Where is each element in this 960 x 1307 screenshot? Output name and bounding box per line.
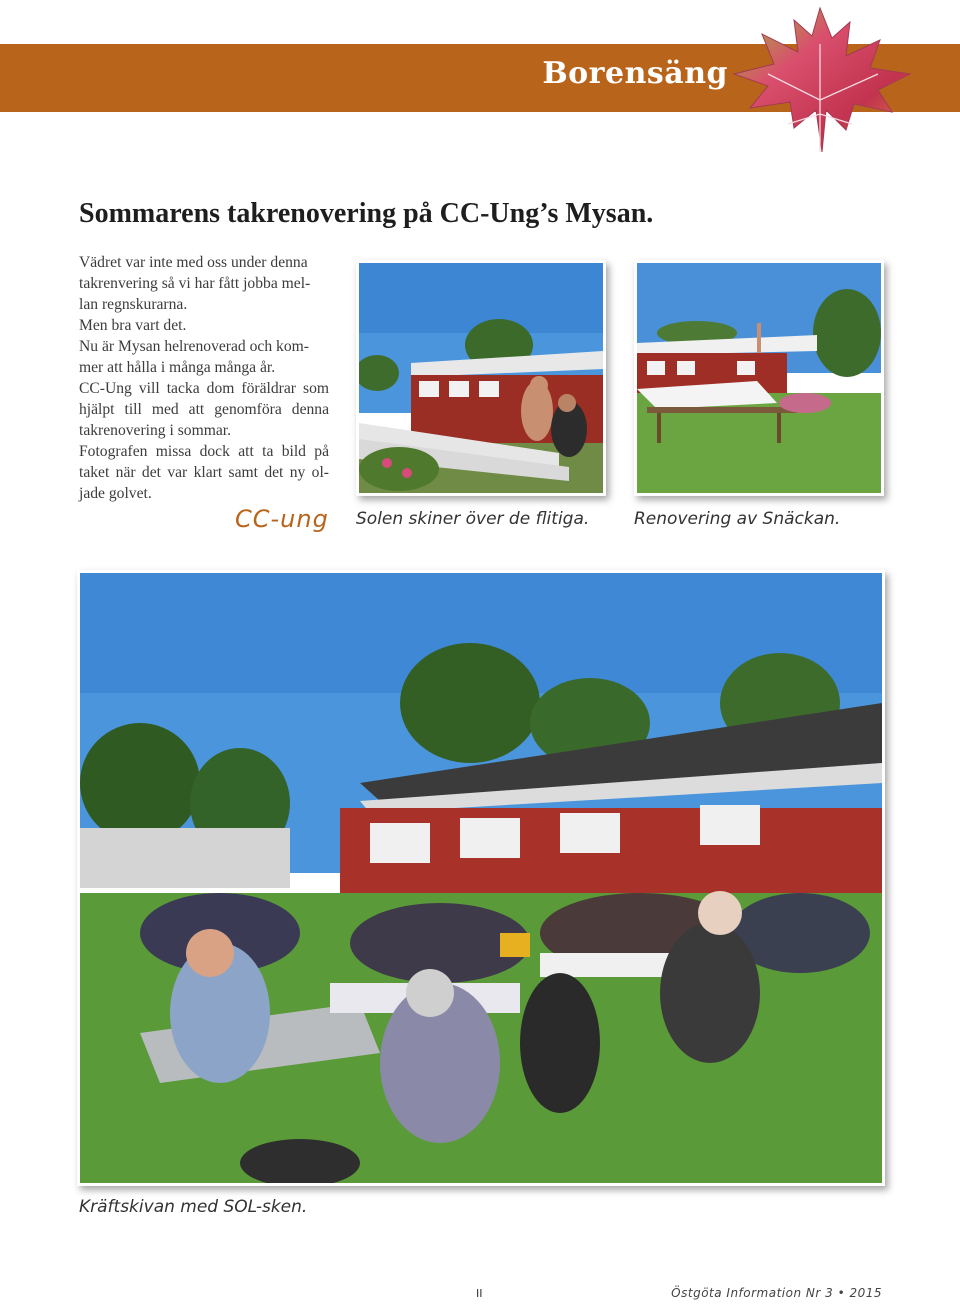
photo3-caption: Kräftskivan med SOL-sken. [79,1197,308,1217]
section-title: Borensäng [542,56,728,91]
article-paragraph: Fotografen missa dock att ta bild på taket när det var klart samt det ny ol-jade golvet. [79,443,329,502]
article-body [79,252,329,504]
article-signature: CC-ung [235,505,329,533]
page-number: II [476,1287,483,1300]
photo-roof-work [356,260,606,496]
maple-leaf-icon [728,4,918,156]
photo-snackan-renovation [634,260,884,496]
photo1-caption: Solen skiner över de flitiga. [356,509,590,529]
article-paragraph: CC-Ung vill tacka dom föräldrar som hjälpt till med att genomföra denna takrenovering i sommar. [79,380,329,439]
article-paragraph: Vädret var inte med oss under denna takrenvering så vi har fått jobba mel-lan regnskurarna. [79,254,311,313]
article-headline: Sommarens takrenovering på CC-Ung’s Mysan. [79,198,654,229]
article-paragraph: Men bra vart det. [79,317,187,334]
photo-crayfish-party [77,570,885,1186]
article-paragraph: Nu är Mysan helrenoverad och kom-mer att hålla i många många år. [79,338,309,376]
magazine-footer: Östgöta Information Nr 3 • 2015 [671,1286,882,1300]
photo2-caption: Renovering av Snäckan. [634,509,841,529]
